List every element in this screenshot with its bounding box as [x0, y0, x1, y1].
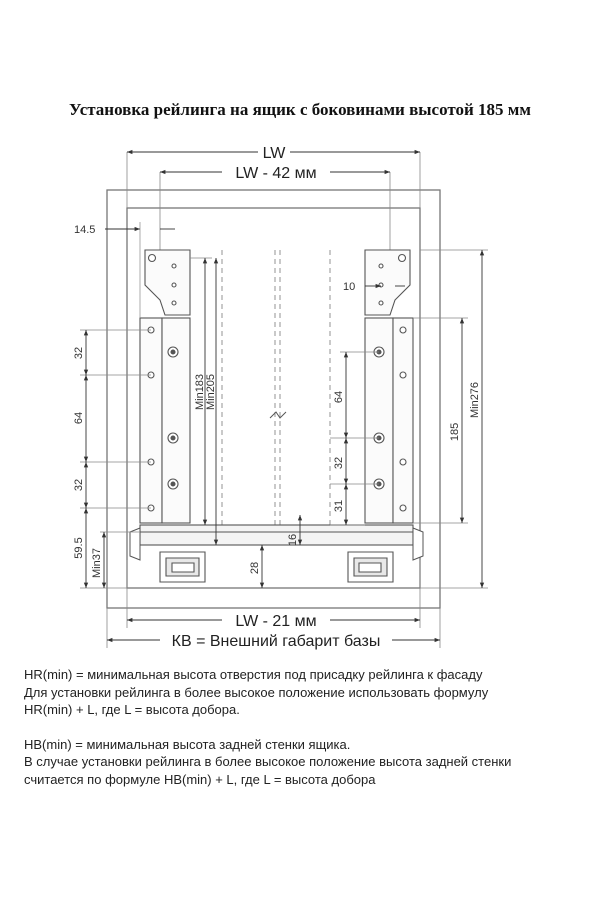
left-rear-bracket: [145, 250, 190, 315]
dim-min37: Min37: [91, 548, 103, 578]
note-hr-3: HR(min) + L, где L = высота добора.: [24, 702, 240, 717]
dim-185: 185: [449, 422, 461, 442]
notes: [24, 666, 584, 788]
dim-64-left: 64: [73, 411, 85, 425]
dim-lw-21: [127, 613, 420, 630]
right-side-rail: [365, 318, 413, 523]
note-hr-2: Для установки рейлинга в более высокое положение использовать формулу: [24, 684, 489, 700]
note-hb-2: В случае установки рейлинга в более высокое положение высота задней стенки: [24, 754, 512, 769]
page-title: Установка рейлинга на ящик с боковинами высотой 185 мм: [69, 100, 531, 119]
drawer-bottom: [140, 525, 413, 545]
dim-lw-42: [160, 165, 390, 182]
dim-10-label: 10: [343, 281, 356, 293]
dim-kb-label: КВ = Внешний габарит базы: [171, 633, 381, 650]
dim-lw: [127, 145, 420, 162]
dim-28: 28: [249, 561, 261, 575]
dim-14-5-label: 14.5: [74, 224, 96, 236]
dim-16: 16: [287, 533, 299, 547]
note-hr-1: HR(min) = минимальная высота отверстия под присадку рейлинга к фасаду: [24, 667, 483, 682]
dim-lw-label: LW: [262, 145, 286, 162]
dim-32-top-left: 32: [73, 346, 85, 360]
dim-lw-21-label: LW - 21 мм: [235, 613, 317, 630]
left-side-rail: [140, 318, 190, 523]
dim-kb: [107, 633, 440, 650]
note-hb-1: HB(min) = минимальная высота задней стенки ящика.: [24, 736, 351, 752]
dim-lw-42-label: LW - 42 мм: [235, 165, 317, 182]
dim-min276: Min276: [469, 381, 481, 419]
left-runner: [160, 552, 205, 582]
dim-min183: Min183: [194, 373, 206, 411]
dim-59-5: 59.5: [73, 537, 85, 559]
dim-31: 31: [333, 499, 345, 513]
right-rear-bracket: [365, 250, 410, 315]
right-runner: [348, 552, 393, 582]
dim-64-right: 64: [333, 390, 345, 404]
dim-min205: Min205: [205, 373, 217, 411]
dim-32-right: 32: [333, 456, 345, 470]
note-hb-3: считается по формуле HB(min) + L, где L = высота добора: [24, 771, 376, 787]
dim-32-bottom-left: 32: [73, 478, 85, 492]
